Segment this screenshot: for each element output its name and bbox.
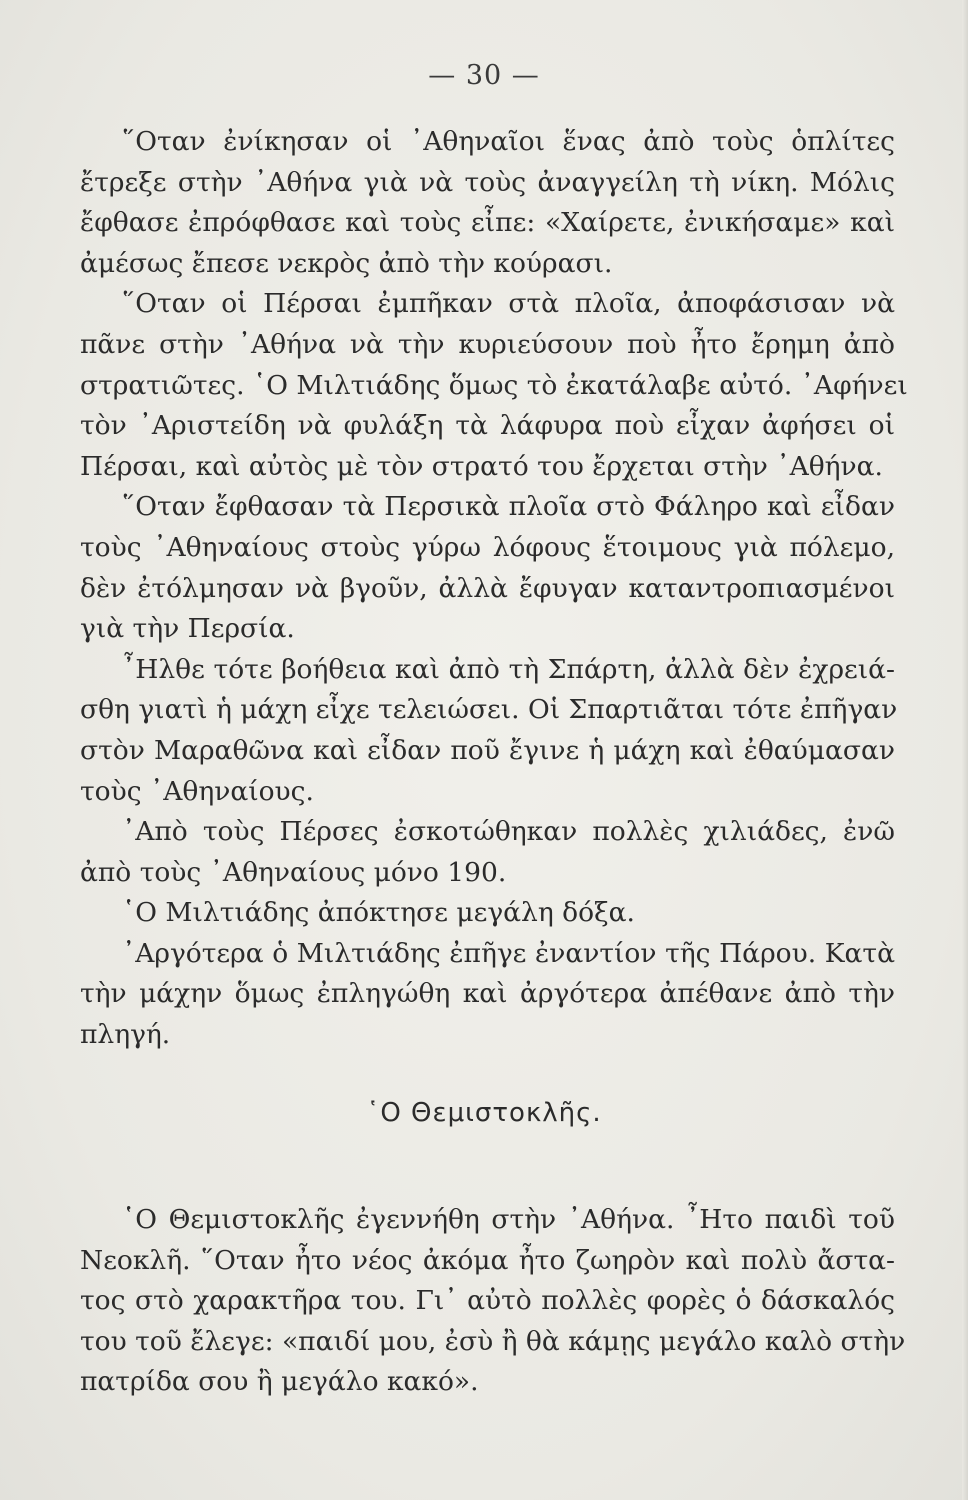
body-text-block-2 xyxy=(80,1200,906,1403)
text-line: πατρίδα σου ἢ μεγάλο κακό». xyxy=(80,1366,479,1398)
text-line: τοὺς ᾿Αθηναίους στοὺς γύρω λόφους ἕτοιμους γιὰ πόλεμο, xyxy=(80,531,895,563)
text-line: στρατιῶτες. ῾Ο Μιλτιάδης ὅμως τὸ ἐκατάλαβε αὐτό. ᾿Αφήνει xyxy=(80,369,908,401)
text-line: ἔφθασε ἐπρόφθασε καὶ τοὺς εἶπε: «Χαίρετε, ἐνικήσαμε» καὶ xyxy=(80,207,895,239)
text-line: ῏Ηλθε τότε βοήθεια καὶ ἀπὸ τὴ Σπάρτη, ἀλλὰ δὲν ἐχρειά- xyxy=(122,653,895,685)
text-line: του τοῦ ἔλεγε: «παιδί μου, ἐσὺ ἢ θὰ κάμῃς μεγάλο καλὸ στὴν xyxy=(80,1325,906,1357)
text-line: ἀμέσως ἔπεσε νεκρὸς ἀπὸ τὴν κούρασι. xyxy=(80,247,613,279)
text-line: δὲν ἐτόλμησαν νὰ βγοῦν, ἀλλὰ ἔφυγαν καταντροπιασμένοι xyxy=(80,572,895,604)
text-line: Νεοκλῆ. ῞Οταν ἦτο νέος ἀκόμα ἦτο ζωηρὸν καὶ πολὺ ἄστα- xyxy=(80,1244,895,1276)
text-line: ῞Οταν ἐνίκησαν οἱ ᾿Αθηναῖοι ἕνας ἀπὸ τοὺς ὁπλίτες xyxy=(122,126,895,157)
text-line: τὸν ᾿Αριστείδη νὰ φυλάξη τὰ λάφυρα ποὺ εἶχαν ἀφήσει οἱ xyxy=(80,410,895,442)
page-edge xyxy=(962,0,968,1500)
text-line: γιὰ τὴν Περσία. xyxy=(80,613,295,645)
text-line: πᾶνε στὴν ᾿Αθήνα νὰ τὴν κυριεύσουν ποὺ ἦτο ἔρημη ἀπὸ xyxy=(80,328,895,360)
text-line: σθη γιατὶ ἡ μάχη εἶχε τελειώσει. Οἱ Σπαρτιᾶται τότε ἐπῆγαν xyxy=(80,694,898,726)
text-line: τὴν μάχην ὅμως ἐπληγώθη καὶ ἀργότερα ἀπέθανε ἀπὸ τὴν xyxy=(80,978,895,1010)
text-line: ῾Ο Θεμιστοκλῆς ἐγεννήθη στὴν ᾿Αθήνα. ῏Ητο παιδὶ τοῦ xyxy=(122,1204,895,1235)
text-line: πληγή. xyxy=(80,1019,171,1051)
text-line: ῾Ο Μιλτιάδης ἀπόκτησε μεγάλη δόξα. xyxy=(122,897,635,929)
text-line: ᾿Απὸ τοὺς Πέρσες ἐσκοτώθηκαν πολλὲς χιλιάδες, ἐνῶ xyxy=(122,816,895,848)
text-line: ᾿Αργότερα ὁ Μιλτιάδης ἐπῆγε ἐναντίον τῆς Πάρου. Κατὰ xyxy=(122,937,895,969)
text-line: ῞Οταν ἔφθασαν τὰ Περσικὰ πλοῖα στὸ Φάληρο καὶ εἶδαν xyxy=(122,491,895,523)
text-line: ἀπὸ τοὺς ᾿Αθηναίους μόνο 190. xyxy=(80,856,507,888)
text-line: στὸν Μαραθῶνα καὶ εἶδαν ποῦ ἔγινε ἡ μάχη καὶ ἐθαύμασαν xyxy=(80,734,895,766)
text-line: ἔτρεξε στὴν ᾿Αθήνα γιὰ νὰ τοὺς ἀναγγείλη τὴ νίκη. Μόλις xyxy=(80,166,895,198)
text-line: ῞Οταν οἱ Πέρσαι ἐμπῆκαν στὰ πλοῖα, ἀποφάσισαν νὰ xyxy=(122,288,895,320)
body-text-block-1 xyxy=(80,122,908,1056)
page-number: — 30 — xyxy=(428,60,540,91)
text-line: τοὺς ᾿Αθηναίους. xyxy=(80,775,314,807)
section-heading: ῾Ο Θεμιστοκλῆς. xyxy=(366,1098,602,1128)
text-line: Πέρσαι, καὶ αὐτὸς μὲ τὸν στρατό του ἔρχεται στὴν ᾿Αθήνα. xyxy=(80,450,883,482)
text-line: τος στὸ χαρακτῆρα του. Γι᾿ αὐτὸ πολλὲς φορὲς ὁ δάσκαλός xyxy=(80,1285,895,1317)
